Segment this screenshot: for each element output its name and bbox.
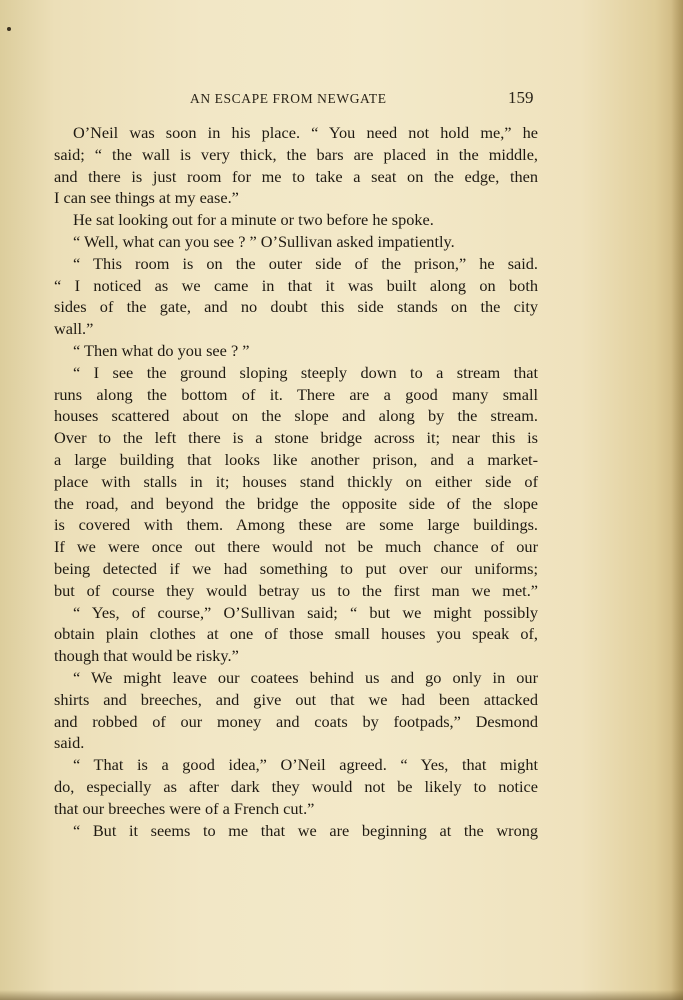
text-line: “ Yes, of course,” O’Sullivan said; “ but we might possibly	[73, 602, 538, 622]
text-line: “ I noticed as we came in that it was built along on both	[54, 275, 538, 295]
text-line: I can see things at my ease.”	[54, 188, 239, 208]
text-line: said; “ the wall is very thick, the bars are placed in the middle,	[54, 144, 538, 164]
text-line: “ We might leave our coatees behind us and go only in our	[73, 667, 538, 687]
text-line: being detected if we had something to put over our uniforms;	[54, 558, 538, 578]
text-line: runs along the bottom of it. There are a good many small	[54, 384, 538, 404]
body-text	[54, 122, 538, 841]
text-line: “ Well, what can you see ? ” O’Sullivan asked impatiently.	[73, 231, 455, 251]
text-line: “ That is a good idea,” O’Neil agreed. “ Yes, that might	[73, 755, 538, 775]
ink-speck	[7, 27, 11, 31]
text-line: place with stalls in it; houses stand thickly on either side of	[54, 471, 538, 491]
running-title: AN ESCAPE FROM NEWGATE	[190, 91, 387, 106]
page-number: 159	[508, 88, 534, 107]
text-line: though that would be risky.”	[54, 646, 239, 666]
text-line: the road, and beyond the bridge the opposite side of the slope	[54, 493, 538, 513]
text-line: that our breeches were of a French cut.”	[54, 798, 315, 818]
text-line: houses scattered about on the slope and along by the stream.	[54, 406, 538, 426]
text-line: “ I see the ground sloping steeply down to a stream that	[73, 362, 538, 382]
text-line: shirts and breeches, and give out that we had been attacked	[54, 689, 538, 709]
text-line: He sat looking out for a minute or two before he spoke.	[73, 210, 434, 230]
text-line: “ But it seems to me that we are beginning at the wrong	[73, 820, 538, 840]
text-line: wall.”	[54, 319, 94, 339]
page-header	[0, 88, 683, 112]
text-line: and robbed of our money and coats by footpads,” Desmond	[54, 711, 538, 731]
text-line: a large building that looks like another prison, and a market-	[54, 449, 538, 469]
text-line: but of course they would betray us to the first man we met.”	[54, 580, 538, 600]
text-line: If we were once out there would not be much chance of our	[54, 537, 538, 557]
text-line: O’Neil was soon in his place. “ You need not hold me,” he	[73, 123, 538, 142]
text-line: said.	[54, 733, 85, 753]
text-line: is covered with them. Among these are some large buildings.	[54, 515, 538, 535]
text-line: “ This room is on the outer side of the prison,” he said.	[73, 253, 538, 273]
text-line: sides of the gate, and no doubt this side stands on the city	[54, 297, 538, 317]
page-edge-shadow-right	[671, 0, 683, 1000]
page-edge-shadow-bottom	[0, 990, 683, 1000]
text-line: “ Then what do you see ? ”	[73, 340, 250, 360]
text-line: and there is just room for me to take a seat on the edge, then	[54, 166, 538, 186]
text-line: do, especially as after dark they would not be likely to notice	[54, 776, 538, 796]
text-line: obtain plain clothes at one of those small houses you speak of,	[54, 624, 538, 644]
text-line: Over to the left there is a stone bridge across it; near this is	[54, 428, 538, 448]
